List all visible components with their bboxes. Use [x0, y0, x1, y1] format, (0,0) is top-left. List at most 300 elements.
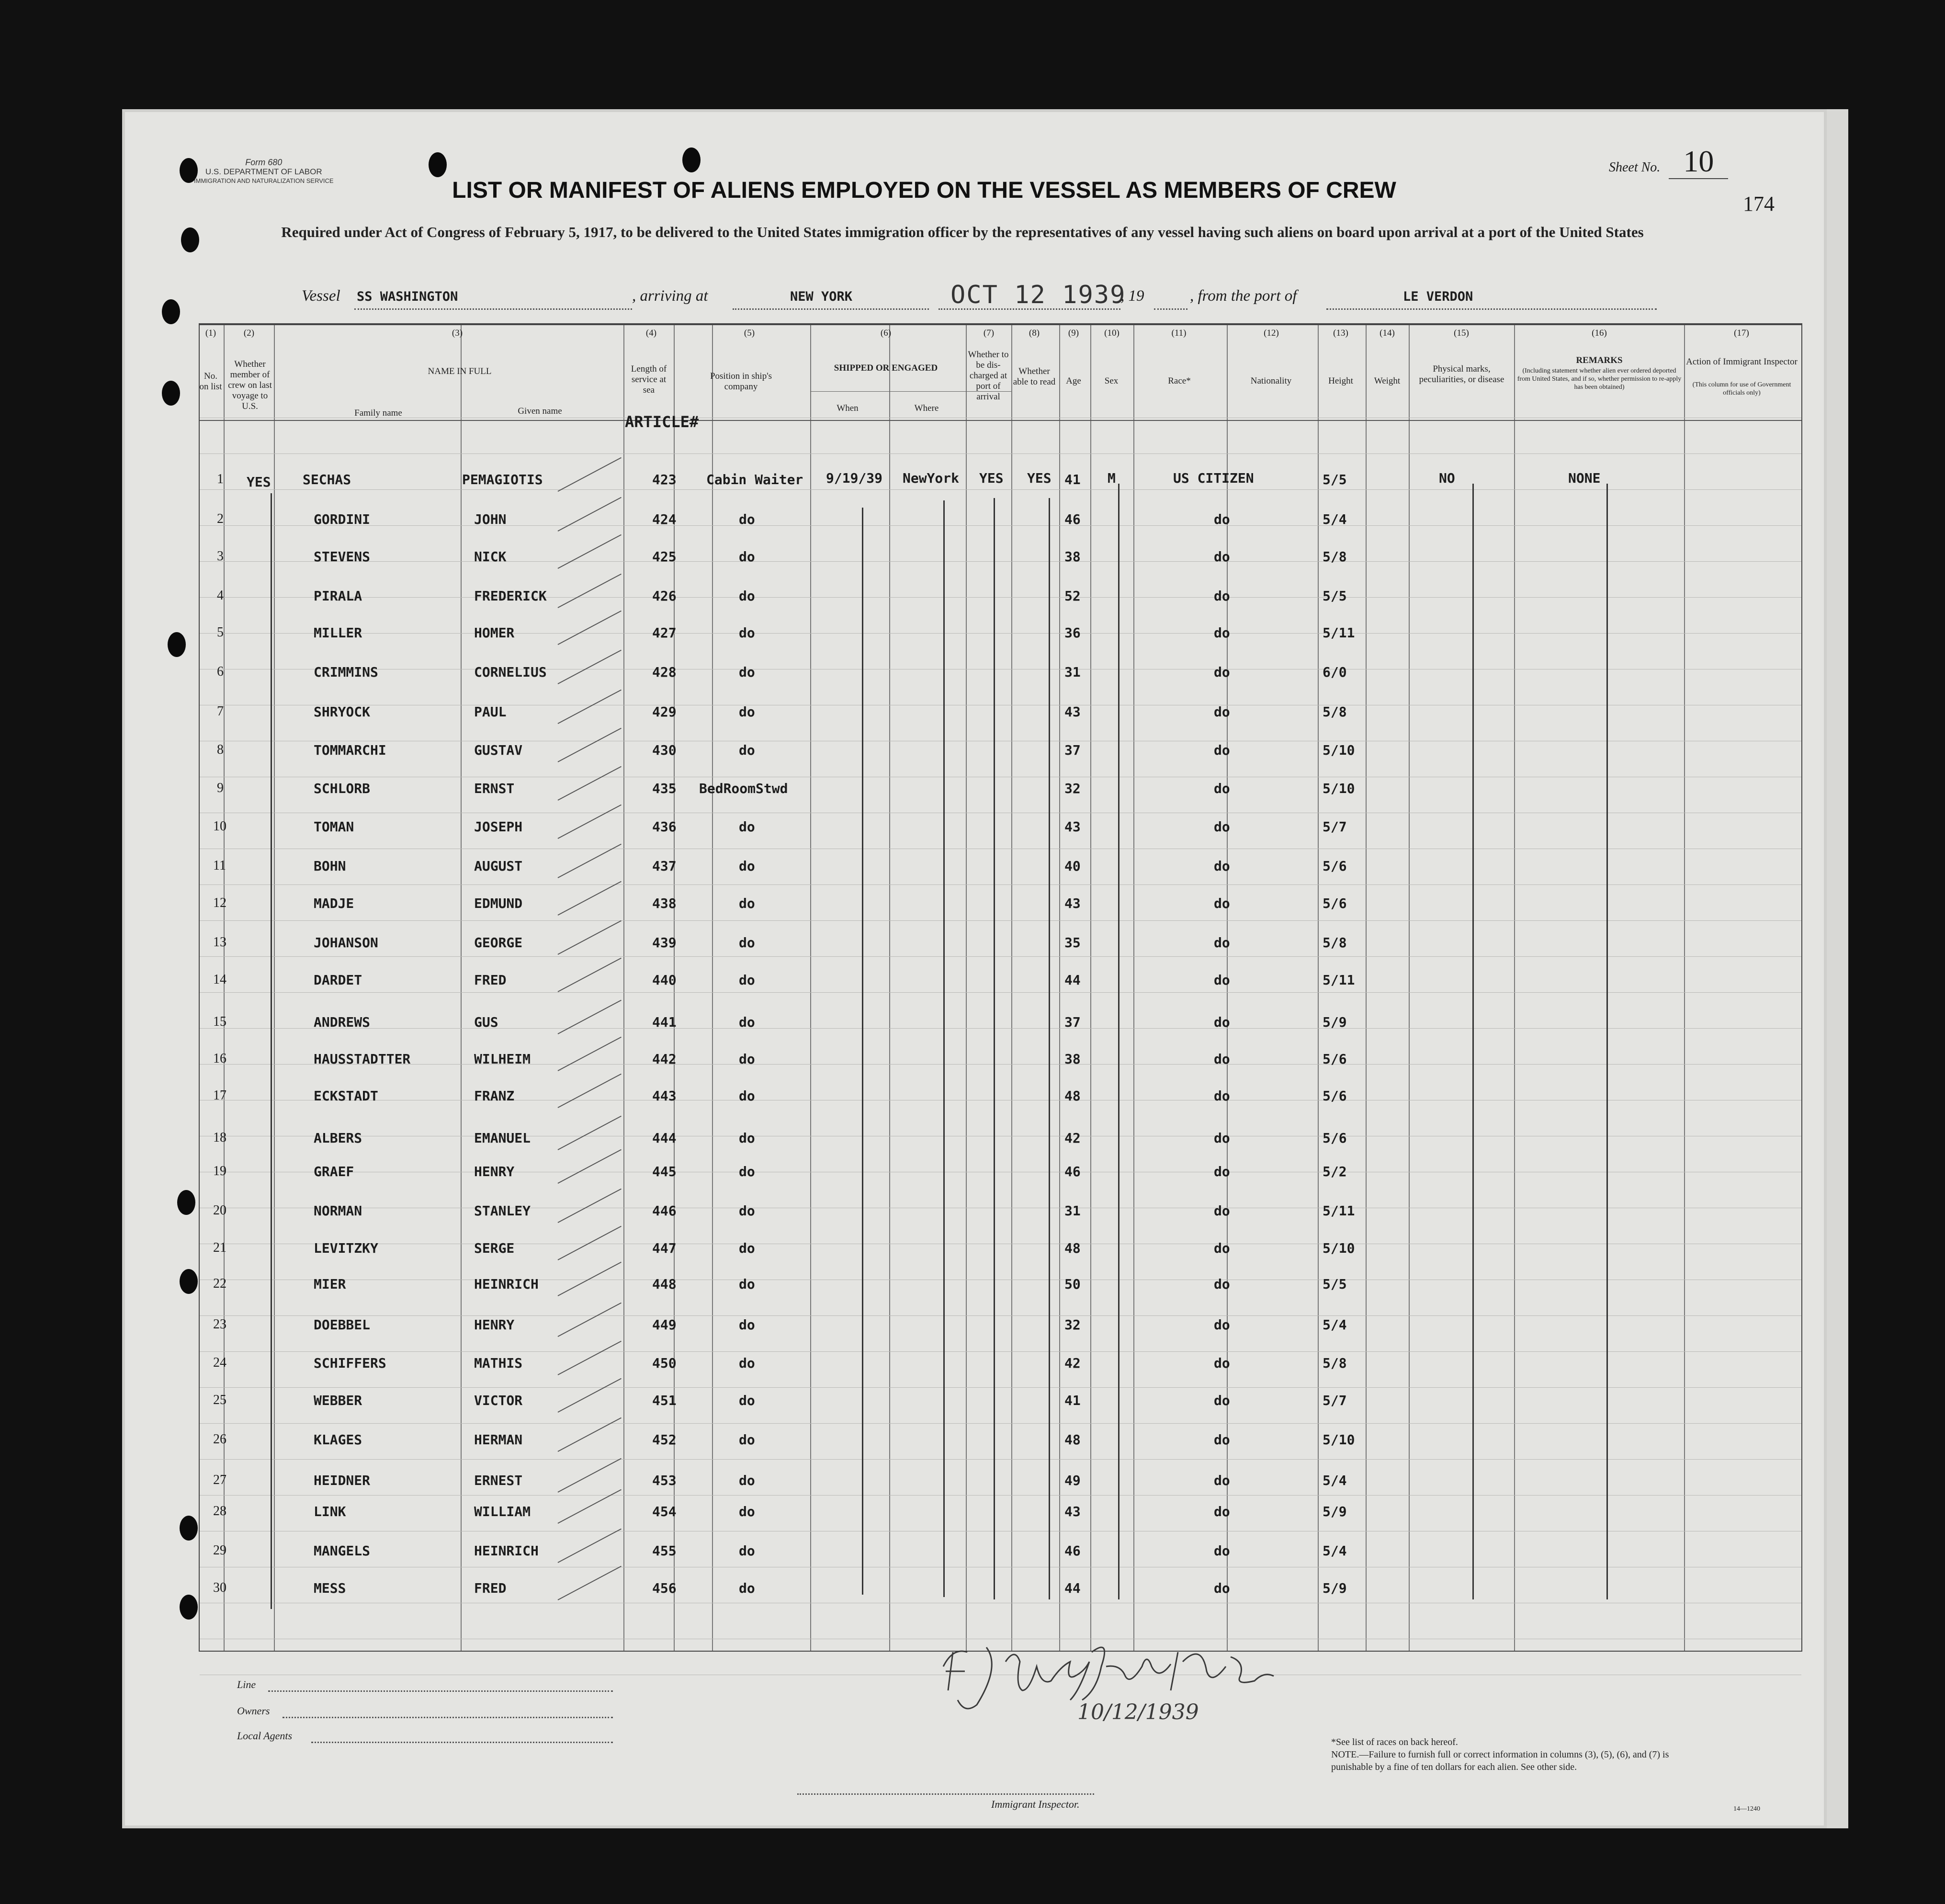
row-rule: [200, 992, 1801, 993]
row-rule: [200, 561, 1801, 562]
column-rule: [224, 324, 225, 1651]
column-rule: [712, 324, 713, 1651]
family-name: MADJE: [314, 895, 354, 911]
age-value: 46: [1064, 511, 1081, 527]
punch-hole: [162, 299, 180, 324]
row-number: 9: [217, 781, 224, 795]
age-value: 48: [1064, 1088, 1081, 1104]
row-rule: [200, 1351, 1801, 1352]
punch-hole: [168, 632, 186, 657]
ship-position: do: [739, 1432, 755, 1448]
height-value: 5/7: [1323, 1393, 1347, 1408]
punch-hole: [180, 1269, 198, 1294]
row-number: 22: [213, 1276, 226, 1291]
col-shipped-header: SHIPPED OR ENGAGED: [834, 363, 938, 373]
col-remarks-header: REMARKS: [1576, 355, 1623, 365]
ship-position: BedRoomStwd: [699, 781, 788, 796]
age-value: 32: [1064, 781, 1081, 796]
ship-position: Cabin Waiter: [706, 472, 803, 487]
height-value: 5/8: [1323, 549, 1347, 565]
ship-position: do: [739, 1130, 755, 1146]
article-number: 446: [652, 1203, 677, 1219]
article-number: 456: [652, 1580, 677, 1596]
row-number: 19: [213, 1164, 226, 1179]
given-name: FRED: [474, 1580, 507, 1596]
age-value: 52: [1064, 588, 1081, 604]
races-note: *See list of races on back hereof.: [1331, 1737, 1458, 1747]
height-value: 5/11: [1323, 1203, 1355, 1219]
row-number: 29: [213, 1543, 226, 1558]
column-rule: [889, 324, 890, 1651]
row-number: 24: [213, 1355, 226, 1370]
document-title: LIST OR MANIFEST OF ALIENS EMPLOYED ON THE VESSEL AS MEMBERS OF CREW: [452, 178, 1396, 203]
given-name: FREDERICK: [474, 588, 547, 604]
col-weight-header: Weight: [1374, 376, 1401, 386]
col-sex-header: Sex: [1104, 376, 1119, 386]
given-name: HENRY: [474, 1164, 515, 1179]
ditto-line: [1472, 484, 1474, 1599]
age-value: 38: [1064, 1051, 1081, 1067]
col-no-header: No. on list: [199, 371, 222, 392]
family-name: LEVITZKY: [314, 1240, 378, 1256]
row-rule: [200, 884, 1801, 885]
ditto-line: [1606, 484, 1608, 1599]
family-name: WEBBER: [314, 1393, 362, 1408]
form-code: 14—1240: [1733, 1805, 1760, 1813]
col-service-header: Length of service at sea: [631, 364, 667, 395]
family-name: LINK: [314, 1504, 346, 1519]
inspector-label: Immigrant Inspector.: [991, 1798, 1080, 1810]
sheet-value: 10: [1669, 144, 1728, 179]
article-number: 454: [652, 1504, 677, 1519]
row-rule: [200, 920, 1801, 921]
family-name: ANDREWS: [314, 1014, 371, 1030]
height-value: 5/5: [1323, 472, 1347, 487]
family-name: SCHIFFERS: [314, 1355, 386, 1371]
article-number: 448: [652, 1276, 677, 1292]
departure-port: LE VERDON: [1403, 289, 1473, 304]
column-rule: [1011, 324, 1012, 1651]
race-value: do: [1214, 895, 1230, 911]
row-rule: [200, 1459, 1801, 1460]
race-value: US CITIZEN: [1173, 470, 1254, 486]
ship-position: do: [739, 664, 755, 680]
column-rule: [1318, 324, 1319, 1651]
family-name: ECKSTADT: [314, 1088, 378, 1104]
year-label: , 19: [1120, 287, 1144, 305]
given-name: HEINRICH: [474, 1276, 539, 1292]
height-value: 5/9: [1323, 1014, 1347, 1030]
ship-position: do: [739, 1051, 755, 1067]
race-value: do: [1214, 742, 1230, 758]
service: IMMIGRATION AND NATURALIZATION SERVICE: [194, 177, 334, 184]
family-name: SCHLORB: [314, 781, 371, 796]
article-number: 429: [652, 704, 677, 720]
age-value: 37: [1064, 1014, 1081, 1030]
article-number: 442: [652, 1051, 677, 1067]
given-name: GEORGE: [474, 935, 523, 951]
column-number: (6): [880, 328, 892, 338]
punch-hole: [162, 381, 180, 406]
family-name: TOMAN: [314, 819, 354, 835]
row-number: 26: [213, 1432, 226, 1447]
race-value: do: [1214, 935, 1230, 951]
race-value: do: [1214, 1014, 1230, 1030]
given-name: CORNELIUS: [474, 664, 547, 680]
age-value: 43: [1064, 1504, 1081, 1519]
column-number: (11): [1171, 328, 1187, 338]
age-value: 38: [1064, 549, 1081, 565]
row-rule: [200, 1423, 1801, 1424]
col-crew-header: Whether member of crew on last voyage to U.S.: [228, 359, 272, 411]
row-rule: [200, 525, 1801, 526]
article-number: 430: [652, 742, 677, 758]
race-value: do: [1214, 1473, 1230, 1488]
ditto-line: [271, 493, 272, 1609]
ship-position: do: [739, 1164, 755, 1179]
age-value: 37: [1064, 742, 1081, 758]
race-value: do: [1214, 1504, 1230, 1519]
row-number: 12: [213, 895, 226, 910]
article-number: 455: [652, 1543, 677, 1559]
age-value: 35: [1064, 935, 1081, 951]
article-number: 427: [652, 625, 677, 641]
owners-label: Owners: [237, 1705, 270, 1717]
age-value: 40: [1064, 858, 1081, 874]
column-rule: [1409, 324, 1410, 1651]
height-value: 5/11: [1323, 625, 1355, 641]
row-rule: [200, 453, 1801, 454]
column-rule: [461, 324, 462, 1651]
column-rule: [966, 324, 967, 1651]
shipped-when: 9/19/39: [826, 470, 883, 486]
race-value: do: [1214, 1203, 1230, 1219]
family-name: GORDINI: [314, 511, 371, 527]
article-number: 451: [652, 1393, 677, 1408]
column-rule: [1366, 324, 1367, 1651]
race-value: do: [1214, 704, 1230, 720]
article-number: 453: [652, 1473, 677, 1488]
punch-hole: [682, 147, 701, 172]
ditto-line: [994, 498, 995, 1599]
ditto-line: [862, 508, 863, 1595]
col-discharged-header: Whether to be dis-charged at port of arrival: [968, 350, 1009, 402]
row-number: 8: [217, 742, 224, 757]
height-value: 5/5: [1323, 1276, 1347, 1292]
family-name: TOMMARCHI: [314, 742, 386, 758]
col-where-header: Where: [914, 403, 939, 413]
age-value: 49: [1064, 1473, 1081, 1488]
column-rule: [1090, 324, 1091, 1651]
ship-position: do: [739, 972, 755, 988]
article-number: 445: [652, 1164, 677, 1179]
height-value: 5/10: [1323, 742, 1355, 758]
height-value: 5/9: [1323, 1580, 1347, 1596]
arriving-label: , arriving at: [632, 287, 708, 305]
column-number: (15): [1454, 328, 1469, 338]
age-value: 48: [1064, 1240, 1081, 1256]
ditto-line: [943, 500, 945, 1597]
race-value: do: [1214, 1580, 1230, 1596]
height-value: 6/0: [1323, 664, 1347, 680]
row-number: 10: [213, 819, 226, 834]
height-value: 5/8: [1323, 704, 1347, 720]
column-number: (1): [205, 328, 216, 338]
ship-position: do: [739, 1203, 755, 1219]
family-name: JOHANSON: [314, 935, 378, 951]
given-name: ERNEST: [474, 1473, 523, 1488]
col-name-header: NAME IN FULL: [428, 366, 492, 376]
voyage-line: [302, 281, 1652, 311]
document-subtitle: Required under Act of Congress of February 5, 1917, to be delivered to the United States immigration officer by the representatives of any vessel having such aliens on board upon arrival at a port of the United States: [281, 224, 1644, 240]
given-name: EMANUEL: [474, 1130, 531, 1146]
age-value: 42: [1064, 1355, 1081, 1371]
ship-position: do: [739, 549, 755, 565]
ship-position: do: [739, 1543, 755, 1559]
row-number: 6: [217, 664, 224, 679]
article-number: 438: [652, 895, 677, 911]
race-value: do: [1214, 781, 1230, 796]
column-number: (17): [1734, 328, 1749, 338]
column-number: (14): [1380, 328, 1395, 338]
race-value: do: [1214, 1164, 1230, 1179]
article-number: 439: [652, 935, 677, 951]
age-value: 44: [1064, 972, 1081, 988]
col-height-header: Height: [1328, 376, 1353, 386]
height-value: 5/9: [1323, 1504, 1347, 1519]
remarks-value: NONE: [1568, 470, 1601, 486]
row-number: 21: [213, 1240, 226, 1255]
age-value: 42: [1064, 1130, 1081, 1146]
column-rule: [810, 324, 811, 1651]
given-name: AUGUST: [474, 858, 523, 874]
article-number: 423: [652, 472, 677, 487]
family-name: STEVENS: [314, 549, 371, 565]
row-number: 1: [217, 472, 224, 487]
family-name: MANGELS: [314, 1543, 371, 1559]
row-rule: [200, 1064, 1801, 1065]
race-value: do: [1214, 1051, 1230, 1067]
read-value: YES: [1027, 470, 1052, 486]
inspector-signature: [934, 1633, 1317, 1724]
given-name: ERNST: [474, 781, 515, 796]
given-name: VICTOR: [474, 1393, 523, 1408]
ship-position: do: [739, 511, 755, 527]
family-name: MILLER: [314, 625, 362, 641]
race-value: do: [1214, 819, 1230, 835]
row-number: 2: [217, 511, 224, 526]
punch-hole: [180, 1516, 198, 1541]
family-name: ALBERS: [314, 1130, 362, 1146]
ship-position: do: [739, 819, 755, 835]
height-value: 5/4: [1323, 511, 1347, 527]
given-name: SERGE: [474, 1240, 515, 1256]
col-when-header: When: [837, 403, 859, 413]
race-value: do: [1214, 549, 1230, 565]
row-number: 17: [213, 1088, 226, 1103]
given-name: MATHIS: [474, 1355, 523, 1371]
row-number: 14: [213, 972, 226, 987]
age-value: 43: [1064, 819, 1081, 835]
row-number: 20: [213, 1203, 226, 1218]
row-number: 27: [213, 1473, 226, 1487]
crew-table: [199, 323, 1802, 1652]
ship-position: do: [739, 858, 755, 874]
given-name: NICK: [474, 549, 507, 565]
row-number: 28: [213, 1504, 226, 1519]
punch-hole: [429, 152, 447, 177]
row-number: 3: [217, 549, 224, 564]
family-name: PIRALA: [314, 588, 362, 604]
page-edge: [1827, 109, 1848, 1828]
physical-value: NO: [1439, 470, 1455, 486]
age-value: 36: [1064, 625, 1081, 641]
row-number: 15: [213, 1014, 226, 1029]
column-number: (3): [452, 328, 463, 338]
column-number: (10): [1104, 328, 1120, 338]
ship-position: do: [739, 1276, 755, 1292]
race-value: do: [1214, 1088, 1230, 1104]
family-name: HAUSSTADTTER: [314, 1051, 411, 1067]
given-name: EDMUND: [474, 895, 523, 911]
race-value: do: [1214, 1543, 1230, 1559]
family-name: SHRYOCK: [314, 704, 371, 720]
column-number: (12): [1264, 328, 1279, 338]
column-rule: [1684, 324, 1685, 1651]
ship-position: do: [739, 742, 755, 758]
race-value: do: [1214, 1432, 1230, 1448]
row-rule: [200, 956, 1801, 957]
ship-position: do: [739, 1504, 755, 1519]
race-value: do: [1214, 972, 1230, 988]
article-number: 425: [652, 549, 677, 565]
ship-position: do: [739, 1473, 755, 1488]
height-value: 5/10: [1323, 781, 1355, 796]
age-value: 44: [1064, 1580, 1081, 1596]
col-family-header: Family name: [354, 408, 402, 418]
article-number: 450: [652, 1355, 677, 1371]
given-name: JOHN: [474, 511, 507, 527]
given-name: GUS: [474, 1014, 498, 1030]
discharged-value: YES: [979, 470, 1004, 486]
column-number: (2): [243, 328, 255, 338]
row-number: 5: [217, 625, 224, 640]
row-number: 18: [213, 1130, 226, 1145]
article-number: 443: [652, 1088, 677, 1104]
race-value: do: [1214, 588, 1230, 604]
height-value: 5/4: [1323, 1543, 1347, 1559]
race-value: do: [1214, 511, 1230, 527]
vessel-name: SS WASHINGTON: [357, 289, 458, 304]
ship-position: do: [739, 704, 755, 720]
age-value: 41: [1064, 1393, 1081, 1408]
age-value: 41: [1064, 472, 1081, 487]
row-number: 7: [217, 704, 224, 719]
row-number: 25: [213, 1393, 226, 1407]
note-label: NOTE.: [1331, 1749, 1359, 1760]
col-read-header: Whether able to read: [1013, 366, 1056, 387]
given-name: HENRY: [474, 1317, 515, 1333]
column-number: (5): [744, 328, 755, 338]
article-number: 437: [652, 858, 677, 874]
race-value: do: [1214, 1240, 1230, 1256]
page-number: 174: [1743, 192, 1775, 215]
height-value: 5/8: [1323, 935, 1347, 951]
given-name: HERMAN: [474, 1432, 523, 1448]
given-name: STANLEY: [474, 1203, 531, 1219]
article-number: 444: [652, 1130, 677, 1146]
article-number: 428: [652, 664, 677, 680]
height-value: 5/11: [1323, 972, 1355, 988]
age-value: 50: [1064, 1276, 1081, 1292]
race-value: do: [1214, 664, 1230, 680]
row-number: 4: [217, 588, 224, 603]
footer-notes: [1331, 1736, 1695, 1773]
row-rule: [200, 1315, 1801, 1316]
height-value: 5/4: [1323, 1317, 1347, 1333]
crew-last-voyage: YES: [247, 474, 271, 490]
department: U.S. DEPARTMENT OF LABOR: [205, 167, 322, 176]
row-rule: [200, 1028, 1801, 1029]
col-given-header: Given name: [518, 406, 562, 416]
col-physical-header: Physical marks, peculiarities, or disease: [1419, 364, 1504, 385]
height-value: 5/6: [1323, 858, 1347, 874]
family-name: DOEBBEL: [314, 1317, 371, 1333]
age-value: 46: [1064, 1164, 1081, 1179]
age-value: 48: [1064, 1432, 1081, 1448]
column-rule: [1514, 324, 1515, 1651]
age-value: 43: [1064, 704, 1081, 720]
row-rule: [200, 489, 1801, 490]
given-name: WILHEIM: [474, 1051, 531, 1067]
given-name: GUSTAV: [474, 742, 523, 758]
ship-position: do: [739, 625, 755, 641]
given-name: HOMER: [474, 625, 515, 641]
family-name: KLAGES: [314, 1432, 362, 1448]
column-number: (4): [645, 328, 657, 338]
ditto-line: [1118, 484, 1120, 1599]
race-value: do: [1214, 1393, 1230, 1408]
ship-position: do: [739, 1393, 755, 1408]
row-number: 13: [213, 935, 226, 950]
family-name: MESS: [314, 1580, 346, 1596]
column-rule: [274, 324, 275, 1651]
article-number: 440: [652, 972, 677, 988]
arrival-port: NEW YORK: [790, 289, 853, 304]
ditto-line: [1049, 498, 1050, 1599]
height-value: 5/5: [1323, 588, 1347, 604]
age-value: 32: [1064, 1317, 1081, 1333]
article-number: 436: [652, 819, 677, 835]
sheet-label: Sheet No.: [1609, 160, 1661, 175]
given-name: JOSEPH: [474, 819, 523, 835]
date-stamp: OCT 12 1939: [950, 281, 1126, 309]
given-name: PAUL: [474, 704, 507, 720]
article-number: 441: [652, 1014, 677, 1030]
height-value: 5/8: [1323, 1355, 1347, 1371]
height-value: 5/6: [1323, 1130, 1347, 1146]
family-name: BOHN: [314, 858, 346, 874]
article-number: 424: [652, 511, 677, 527]
col-position-header: Position in ship's company: [710, 371, 772, 392]
row-number: 30: [213, 1580, 226, 1595]
from-label: , from the port of: [1190, 287, 1297, 305]
punch-hole: [177, 1190, 195, 1215]
punch-hole: [180, 1595, 198, 1620]
row-number: 11: [213, 858, 226, 873]
ship-position: do: [739, 1355, 755, 1371]
sex-value: M: [1108, 470, 1116, 486]
